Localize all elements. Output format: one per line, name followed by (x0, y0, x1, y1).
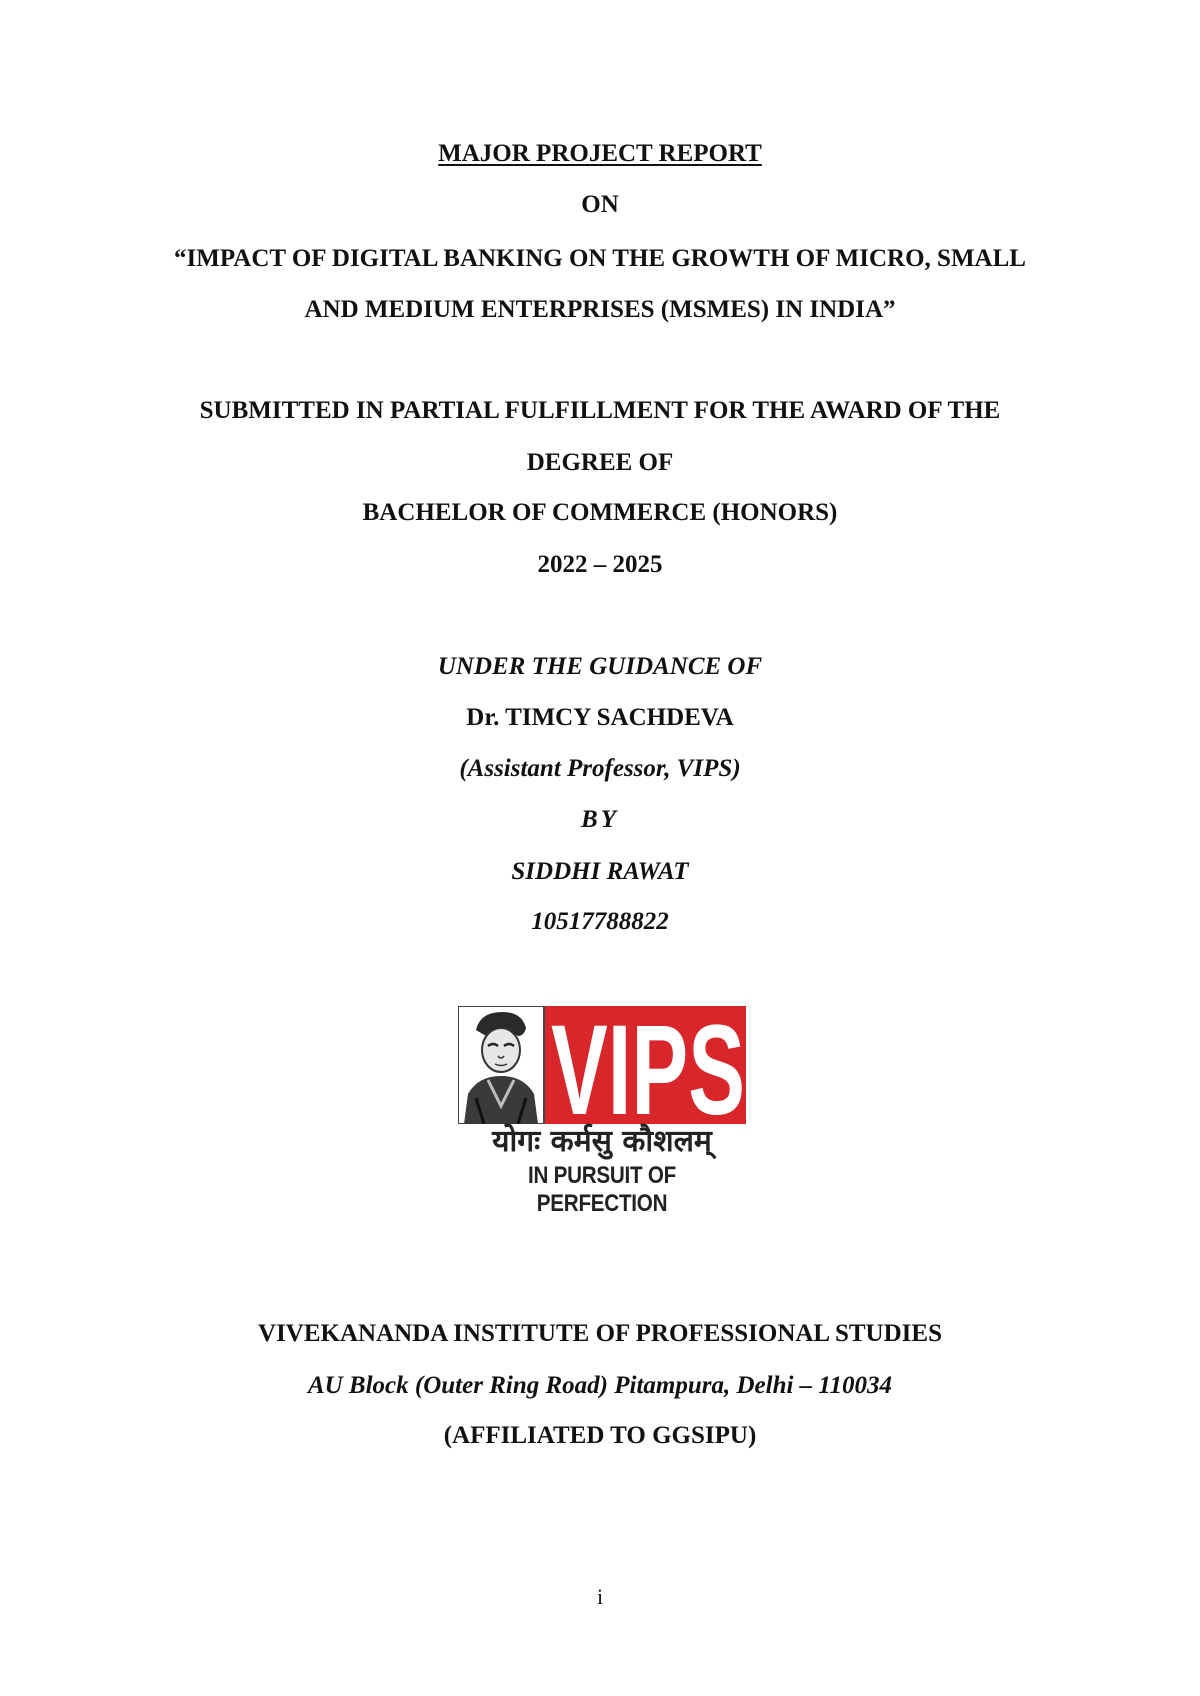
vips-emblem-icon (458, 1006, 746, 1124)
enrollment-number: 10517788822 (531, 908, 669, 935)
logo-motto: योगः कर्मसु कौशलम् (492, 1124, 712, 1159)
student-name: SIDDHI RAWAT (511, 858, 689, 885)
page-number: i (596, 1584, 604, 1609)
guidance-label: UNDER THE GUIDANCE OF (437, 653, 763, 680)
degree-name: BACHELOR OF COMMERCE (HONORS) (362, 499, 838, 526)
project-title-line-2: AND MEDIUM ENTERPRISES (MSMES) IN INDIA” (304, 296, 896, 323)
on-label: ON (581, 191, 619, 218)
logo-letters: VIPS (551, 1006, 745, 1124)
submission-line-2: DEGREE OF (526, 449, 674, 476)
institute-address: AU Block (Outer Ring Road) Pitampura, Delhi – 110034 (307, 1372, 893, 1399)
project-title-line-1: “IMPACT OF DIGITAL BANKING ON THE GROWTH OF MICRO, SMALL (174, 245, 1026, 272)
report-title: MAJOR PROJECT REPORT (438, 140, 762, 167)
by-label: BY (581, 806, 619, 833)
guide-name: Dr. TIMCY SACHDEVA (466, 704, 734, 731)
logo-tagline: IN PURSUIT OF PERFECTION (527, 1162, 677, 1217)
institute-name: VIVEKANANDA INSTITUTE OF PROFESSIONAL STUDIES (258, 1320, 942, 1347)
session-years: 2022 – 2025 (537, 551, 663, 578)
affiliation: (AFFILIATED TO GGSIPU) (443, 1422, 757, 1449)
submission-line-1: SUBMITTED IN PARTIAL FULFILLMENT FOR THE AWARD OF THE (199, 397, 1001, 424)
vips-logo (458, 1006, 746, 1217)
guide-designation: (Assistant Professor, VIPS) (459, 755, 741, 782)
